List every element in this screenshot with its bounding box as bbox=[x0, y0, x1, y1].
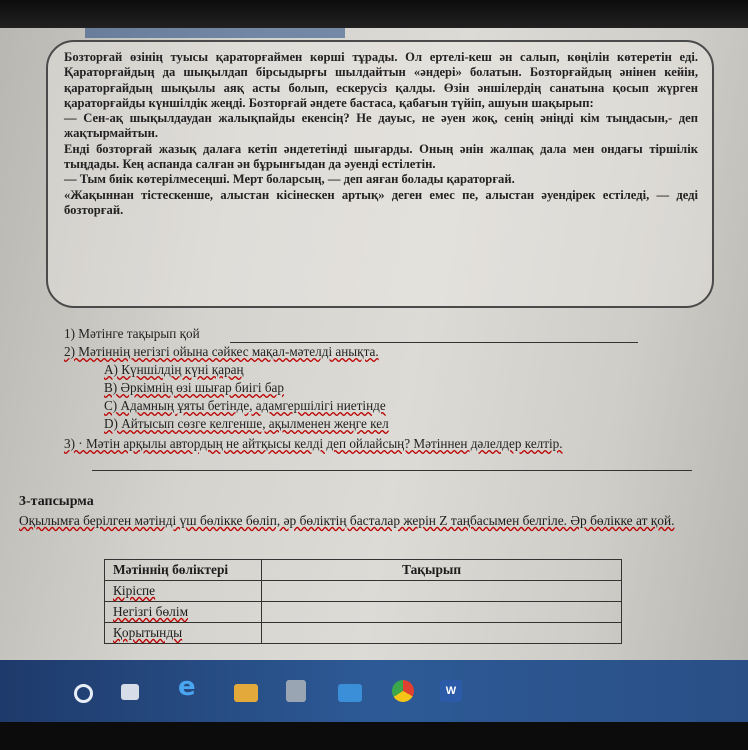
document-page bbox=[0, 28, 748, 660]
windows-taskbar bbox=[0, 660, 748, 722]
answer-line-1[interactable] bbox=[230, 342, 638, 343]
header-parts: Мәтіннің бөліктері bbox=[105, 560, 262, 581]
file-explorer-icon[interactable] bbox=[234, 684, 258, 702]
task3-heading: 3-тапсырма bbox=[19, 494, 94, 509]
passage-paragraph-4: — Тым биік көтерілмесеңші. Мерт боларсың, — деп аяған болады қараторғай. bbox=[64, 172, 515, 187]
task-view-icon[interactable] bbox=[121, 684, 139, 700]
option-b: B) Әркімнің өзі шығар биігі бар bbox=[104, 380, 284, 395]
word-icon[interactable]: W bbox=[440, 680, 462, 702]
question-1: 1) Мәтінге тақырып қой bbox=[64, 326, 200, 341]
passage-box bbox=[46, 40, 714, 308]
row-label-main: Негізгі бөлім bbox=[105, 602, 262, 623]
row-label-intro: Кіріспе bbox=[105, 581, 262, 602]
store-icon[interactable] bbox=[286, 680, 306, 702]
passage-paragraph-3: Енді бозторғай жазық далаға кетіп әндететінді шығарды. Оның әнін жалпақ дала мен ондағы тіршілік тыңдады. Кең аспанда салған ән бұрынғыдан да әуенді естілетін. bbox=[64, 141, 698, 172]
row-title-cell[interactable] bbox=[262, 602, 622, 623]
page-header-bar bbox=[85, 28, 345, 38]
edge-browser-icon[interactable]: e bbox=[178, 672, 196, 702]
task3-instruction: Оқылымға берілген мәтінді үш бөлікке бөліп, әр бөліктің басталар жерін Z таңбасымен белгіле. Әр бөлікке ат қой. bbox=[19, 513, 675, 528]
row-title-cell[interactable] bbox=[262, 581, 622, 602]
question-3: 3) · Мәтін арқылы автордың не айтқысы келді деп ойлайсың? Мәтіннен дәлелдер келтір. bbox=[64, 436, 563, 451]
table-row bbox=[105, 623, 622, 644]
parts-table bbox=[104, 559, 622, 644]
row-label-conclusion: Қорытынды bbox=[105, 623, 262, 644]
chrome-icon[interactable] bbox=[392, 680, 414, 702]
table-row bbox=[105, 581, 622, 602]
answer-line-3[interactable] bbox=[92, 470, 692, 471]
header-title: Тақырып bbox=[262, 560, 622, 581]
mail-icon[interactable] bbox=[338, 684, 362, 702]
passage-paragraph-2: — Сен-ақ шықылдаудан жалықпайды екенсің? Не дауыс, не әуен жоқ, сенің әніңді кім тыңдасын,- деп жақтырмайтын. bbox=[64, 111, 698, 141]
start-circle-icon[interactable] bbox=[74, 684, 93, 703]
question-2: 2) Мәтіннің негізгі ойына сәйкес мақал-мәтелді анықта. bbox=[64, 344, 379, 359]
option-d: D) Айтысып сөзге келгенше, ақылменен жеңге кел bbox=[104, 416, 389, 431]
option-c: C) Адамның ұяты бетінде, адамгершілігі ниетінде bbox=[104, 398, 386, 413]
option-a: A) Күншілдің күні қараң bbox=[104, 362, 244, 377]
table-header-row bbox=[105, 560, 622, 581]
monitor-bezel-bottom bbox=[0, 722, 748, 750]
row-title-cell[interactable] bbox=[262, 623, 622, 644]
passage-paragraph-5: «Жақыннан тістескенше, алыстан кісінескен артық» деген емес пе, алыстан әуендірек естіледі, — деді бозторғай. bbox=[64, 187, 698, 217]
passage-paragraph-1: Бозторғай өзінің туысы қараторғаймен көрші тұрады. Ол ертелі-кеш ән салып, көңілін көтеретін еді. Қараторғайдың да шықылдап бірсыдырғы шылдайтын «әндері» болатын. Бозторғайдың әнінен кейін, қараторғайдың шықылы аяқ асты болып, ескерусіз қалды. Өзін әншілердің санатына қосып жүрген қараторғайды күншілдік жеңді. Бозторғай әндете бастаса, қабағын түйіп, ашуын шақырып: bbox=[64, 50, 698, 110]
table-row bbox=[105, 602, 622, 623]
